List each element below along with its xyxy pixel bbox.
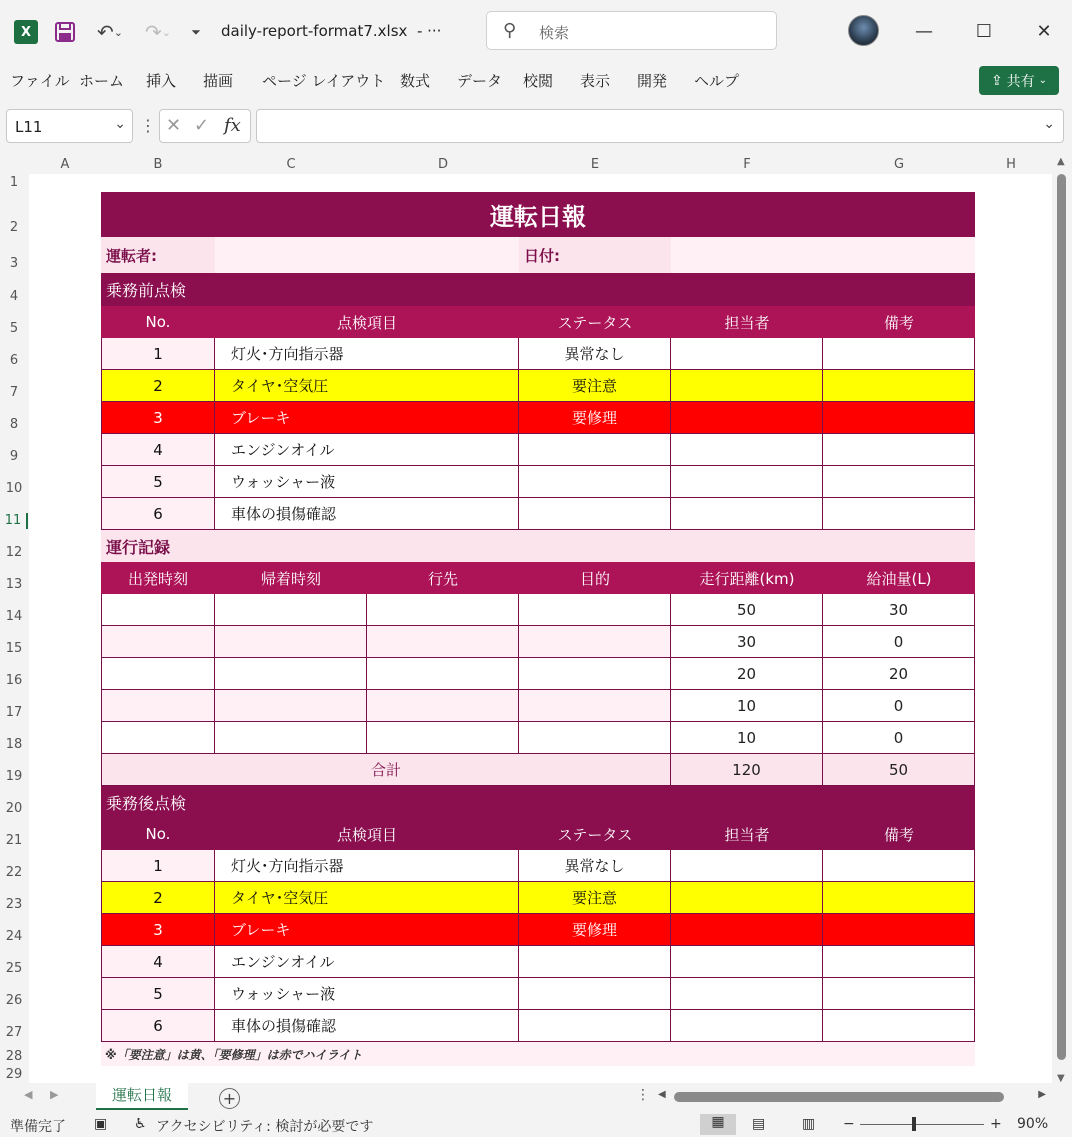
undo-icon[interactable]: ↶ ⌄ [97, 20, 123, 44]
column-header[interactable]: B [153, 157, 163, 172]
distance-cell[interactable]: 10 [671, 690, 823, 722]
minimize-button[interactable]: — [915, 20, 933, 42]
macro-record-icon[interactable]: ▣ [94, 1116, 108, 1132]
assignee-cell[interactable] [671, 466, 823, 498]
column-header-cell: 給油量(L) [823, 562, 975, 594]
menu-page-layout[interactable]: ページ レイアウト [262, 72, 386, 90]
pre_check-title: 乗務前点検 [101, 273, 975, 306]
status-cell[interactable] [519, 1010, 671, 1042]
name-box[interactable] [6, 109, 133, 143]
next-sheet-icon[interactable]: ▶ [50, 1088, 59, 1101]
row-number: 3 [101, 914, 215, 946]
row-header[interactable]: 18 [5, 737, 23, 752]
row-header[interactable]: 7 [9, 385, 19, 400]
check-item: 灯火･方向指示器 [215, 850, 519, 882]
assignee-cell[interactable] [671, 434, 823, 466]
title-suffix: - ··· [416, 22, 442, 40]
row-header[interactable]: 26 [5, 993, 23, 1008]
row-header[interactable]: 10 [5, 481, 23, 496]
name-box-value: L11 [15, 118, 43, 136]
assignee-cell[interactable] [671, 1010, 823, 1042]
status-cell[interactable]: 要注意 [519, 882, 671, 914]
assignee-cell[interactable] [671, 338, 823, 370]
status-cell[interactable]: 要注意 [519, 370, 671, 402]
date-input[interactable] [671, 237, 975, 273]
status-cell[interactable]: 要修理 [519, 402, 671, 434]
assignee-cell[interactable] [671, 402, 823, 434]
remarks-cell[interactable] [823, 498, 975, 530]
assignee-cell[interactable] [671, 946, 823, 978]
check-item: タイヤ･空気圧 [215, 370, 519, 402]
enter-icon[interactable]: ✓ [194, 115, 210, 136]
column-header-cell: 点検項目 [215, 306, 519, 338]
row-header[interactable]: 11 [0, 513, 28, 529]
status-cell[interactable]: 異常なし [519, 338, 671, 370]
total-label: 合計 [101, 754, 671, 786]
operation-input-cell[interactable] [519, 722, 671, 754]
normal-view-icon[interactable]: ▦ [700, 1114, 736, 1135]
post_check-title: 乗務後点検 [101, 786, 975, 818]
formula-bar [0, 100, 1072, 154]
formula-input[interactable] [256, 109, 1064, 143]
horizontal-scroll-thumb[interactable] [674, 1092, 1004, 1102]
fuel-cell[interactable]: 20 [823, 658, 975, 690]
assignee-cell[interactable] [671, 882, 823, 914]
menu-file[interactable]: ファイル [10, 72, 70, 90]
row-number: 1 [101, 850, 215, 882]
remarks-cell[interactable] [823, 850, 975, 882]
avatar[interactable] [848, 15, 879, 46]
row-header[interactable]: 12 [5, 545, 23, 560]
driver-label: 運転者: [101, 237, 215, 273]
sheet-tab[interactable]: 運転日報 [96, 1081, 188, 1110]
row-header[interactable]: 24 [5, 929, 23, 944]
row-header[interactable]: 17 [5, 705, 23, 720]
distance-cell[interactable]: 20 [671, 658, 823, 690]
cancel-icon[interactable]: ✕ [166, 115, 182, 136]
save-icon[interactable] [54, 18, 76, 46]
status-cell[interactable]: 要修理 [519, 914, 671, 946]
operation-input-cell[interactable] [367, 722, 519, 754]
operation-input-cell[interactable] [519, 594, 671, 626]
zoom-slider-thumb[interactable] [912, 1117, 916, 1131]
accessibility-status[interactable]: アクセシビリティ: 検討が必要です [156, 1119, 374, 1135]
row-header[interactable]: 21 [5, 833, 23, 848]
row-header[interactable]: 20 [5, 801, 23, 816]
row-header[interactable]: 28 [5, 1049, 23, 1064]
row-number: 2 [101, 882, 215, 914]
row-header[interactable]: 13 [5, 577, 23, 592]
fuel-cell[interactable]: 0 [823, 722, 975, 754]
row-header[interactable]: 1 [9, 175, 19, 190]
scroll-down-icon[interactable]: ▼ [1057, 1073, 1065, 1084]
status-cell[interactable] [519, 434, 671, 466]
check-item: ブレーキ [215, 402, 519, 434]
assignee-cell[interactable] [671, 370, 823, 402]
remarks-cell[interactable] [823, 978, 975, 1010]
check-item: エンジンオイル [215, 946, 519, 978]
column-header[interactable]: G [893, 157, 905, 172]
remarks-cell[interactable] [823, 946, 975, 978]
ribbon-tabs [0, 62, 1072, 100]
operation-input-cell[interactable] [367, 658, 519, 690]
menu-draw[interactable]: 描画 [203, 72, 234, 90]
expand-formula-icon[interactable]: ⌄ [1043, 116, 1055, 132]
zoom-in-icon[interactable]: + [990, 1116, 1002, 1132]
row-header[interactable]: 6 [9, 353, 19, 368]
zoom-level[interactable]: 90% [1017, 1116, 1049, 1132]
remarks-cell[interactable] [823, 434, 975, 466]
remarks-cell[interactable] [823, 402, 975, 434]
column-header[interactable]: D [437, 157, 448, 172]
menu-home[interactable]: ホーム [79, 72, 125, 90]
operation-input-cell[interactable] [367, 594, 519, 626]
operation-input-cell[interactable] [215, 690, 367, 722]
column-header[interactable]: H [1006, 157, 1016, 172]
column-header-cell: No. [101, 818, 215, 850]
assignee-cell[interactable] [671, 978, 823, 1010]
check-item: 車体の損傷確認 [215, 1010, 519, 1042]
remarks-cell[interactable] [823, 338, 975, 370]
remarks-cell[interactable] [823, 914, 975, 946]
driver-input[interactable] [215, 237, 519, 273]
menu-formulas[interactable]: 数式 [400, 72, 431, 90]
title-bar [0, 0, 1072, 62]
column-header-cell: No. [101, 306, 215, 338]
fuel-cell[interactable]: 0 [823, 626, 975, 658]
redo-icon[interactable]: ↷ ⌄ [145, 20, 171, 44]
operation-input-cell[interactable] [101, 722, 215, 754]
row-number: 5 [101, 978, 215, 1010]
chevron-down-icon: ⌄ [114, 116, 126, 132]
row-number: 3 [101, 402, 215, 434]
operation-input-cell[interactable] [367, 690, 519, 722]
check-item: 車体の損傷確認 [215, 498, 519, 530]
status-cell[interactable] [519, 978, 671, 1010]
search-box[interactable] [486, 11, 777, 50]
report-title: 運転日報 [101, 192, 975, 237]
menu-view[interactable]: 表示 [580, 72, 611, 90]
operation-input-cell[interactable] [215, 722, 367, 754]
scroll-right-icon[interactable]: ▶ [1038, 1089, 1046, 1100]
fuel-cell[interactable]: 30 [823, 594, 975, 626]
row-header[interactable]: 23 [5, 897, 23, 912]
row-number: 1 [101, 338, 215, 370]
document-title [221, 22, 441, 40]
accessibility-icon[interactable]: ♿ [134, 1116, 147, 1132]
check-item: ウォッシャー液 [215, 978, 519, 1010]
column-header[interactable]: E [590, 157, 600, 172]
row-header[interactable]: 19 [5, 769, 23, 784]
check-item: タイヤ･空気圧 [215, 882, 519, 914]
operation-input-cell[interactable] [101, 690, 215, 722]
row-number: 4 [101, 434, 215, 466]
assignee-cell[interactable] [671, 914, 823, 946]
operation-input-cell[interactable] [519, 690, 671, 722]
row-header[interactable]: 15 [5, 641, 23, 656]
more-options-icon[interactable]: ⋮ [636, 1087, 650, 1103]
row-number: 6 [101, 1010, 215, 1042]
insert-function-icon[interactable]: fx [224, 115, 241, 136]
distance-cell[interactable]: 10 [671, 722, 823, 754]
row-header[interactable]: 25 [5, 961, 23, 976]
assignee-cell[interactable] [671, 498, 823, 530]
customize-qat-icon[interactable]: ⏷ [191, 24, 201, 39]
row-header[interactable]: 3 [9, 256, 19, 271]
row-header[interactable]: 8 [9, 417, 19, 432]
operation-input-cell[interactable] [367, 626, 519, 658]
column-header-cell: 担当者 [671, 306, 823, 338]
operation-input-cell[interactable] [215, 658, 367, 690]
column-header-cell: 備考 [823, 818, 975, 850]
date-label: 日付: [519, 237, 671, 273]
check-item: ブレーキ [215, 914, 519, 946]
column-header-cell: ステータス [519, 818, 671, 850]
excel-logo-icon: X [14, 20, 38, 44]
operation-input-cell[interactable] [519, 626, 671, 658]
check-item: 灯火･方向指示器 [215, 338, 519, 370]
column-header-cell: 点検項目 [215, 818, 519, 850]
row-header[interactable]: 29 [5, 1067, 23, 1082]
chevron-down-icon: ⌄ [1038, 75, 1048, 86]
share-button[interactable] [979, 66, 1059, 95]
menu-insert[interactable]: 挿入 [146, 72, 177, 90]
share-label: 共有 [1006, 73, 1035, 90]
row-number: 6 [101, 498, 215, 530]
share-icon: ⇪ [990, 72, 1003, 89]
formula-buttons [159, 109, 251, 143]
menu-help[interactable]: ヘルプ [694, 72, 740, 90]
status-cell[interactable] [519, 466, 671, 498]
status-cell[interactable]: 異常なし [519, 850, 671, 882]
row-header[interactable]: 4 [9, 289, 19, 304]
column-header-cell: ステータス [519, 306, 671, 338]
column-header[interactable]: A [60, 157, 70, 172]
row-header[interactable]: 14 [5, 609, 23, 624]
more-icon[interactable]: ⋮ [140, 116, 156, 135]
status-bar [0, 1112, 1072, 1137]
operation-input-cell[interactable] [215, 626, 367, 658]
add-sheet-icon[interactable]: + [219, 1088, 240, 1109]
operation-title: 運行記録 [101, 530, 975, 562]
operation-input-cell[interactable] [101, 626, 215, 658]
status-cell[interactable] [519, 946, 671, 978]
row-number: 5 [101, 466, 215, 498]
remarks-cell[interactable] [823, 466, 975, 498]
filename: daily-report-format7.xlsx [221, 22, 408, 40]
row-header[interactable]: 16 [5, 673, 23, 688]
vertical-scrollbar[interactable] [1052, 156, 1072, 1084]
row-header[interactable]: 22 [5, 865, 23, 880]
zoom-out-icon[interactable]: − [843, 1116, 855, 1132]
prev-sheet-icon[interactable]: ◀ [24, 1088, 33, 1101]
operation-input-cell[interactable] [215, 594, 367, 626]
scroll-left-icon[interactable]: ◀ [658, 1089, 666, 1100]
column-header-cell: 帰着時刻 [215, 562, 367, 594]
row-header[interactable]: 5 [9, 321, 19, 336]
distance-cell[interactable]: 30 [671, 626, 823, 658]
column-header-cell: 目的 [519, 562, 671, 594]
operation-input-cell[interactable] [519, 658, 671, 690]
column-header[interactable]: C [286, 157, 296, 172]
remarks-cell[interactable] [823, 1010, 975, 1042]
zoom-slider[interactable] [860, 1124, 984, 1125]
column-header[interactable]: F [743, 157, 751, 172]
distance-cell[interactable]: 50 [671, 594, 823, 626]
row-number: 4 [101, 946, 215, 978]
column-header-cell: 出発時刻 [101, 562, 215, 594]
page-layout-view-icon[interactable]: ▤ [752, 1116, 766, 1132]
check-item: エンジンオイル [215, 434, 519, 466]
column-header-cell: 行先 [367, 562, 519, 594]
row-header[interactable]: 27 [5, 1025, 23, 1040]
row-number: 2 [101, 370, 215, 402]
remarks-cell[interactable] [823, 370, 975, 402]
status-ready: 準備完了 [10, 1119, 66, 1135]
operation-input-cell[interactable] [101, 658, 215, 690]
page-break-view-icon[interactable]: ▥ [802, 1116, 816, 1132]
vertical-scroll-thumb[interactable] [1057, 174, 1066, 1060]
row-header[interactable]: 2 [9, 220, 19, 235]
search-icon: ⚲ [503, 20, 517, 41]
column-header-cell: 担当者 [671, 818, 823, 850]
search-placeholder: 検索 [539, 24, 570, 42]
column-header-cell: 走行距離(km) [671, 562, 823, 594]
fuel-cell[interactable]: 0 [823, 690, 975, 722]
menu-data[interactable]: データ [457, 72, 503, 90]
total-distance: 120 [671, 754, 823, 786]
remarks-cell[interactable] [823, 882, 975, 914]
status-cell[interactable] [519, 498, 671, 530]
menu-review[interactable]: 校閲 [523, 72, 554, 90]
check-item: ウォッシャー液 [215, 466, 519, 498]
note: ※「要注意」は黄、「要修理」は赤でハイライト [101, 1042, 975, 1066]
close-button[interactable]: ✕ [1036, 20, 1052, 42]
total-fuel: 50 [823, 754, 975, 786]
menu-developer[interactable]: 開発 [637, 72, 668, 90]
scroll-up-icon[interactable]: ▲ [1057, 156, 1065, 167]
assignee-cell[interactable] [671, 850, 823, 882]
operation-input-cell[interactable] [101, 594, 215, 626]
column-header-cell: 備考 [823, 306, 975, 338]
horizontal-scrollbar[interactable] [656, 1089, 1048, 1105]
row-header[interactable]: 9 [9, 449, 19, 464]
maximize-button[interactable]: ☐ [975, 20, 993, 42]
